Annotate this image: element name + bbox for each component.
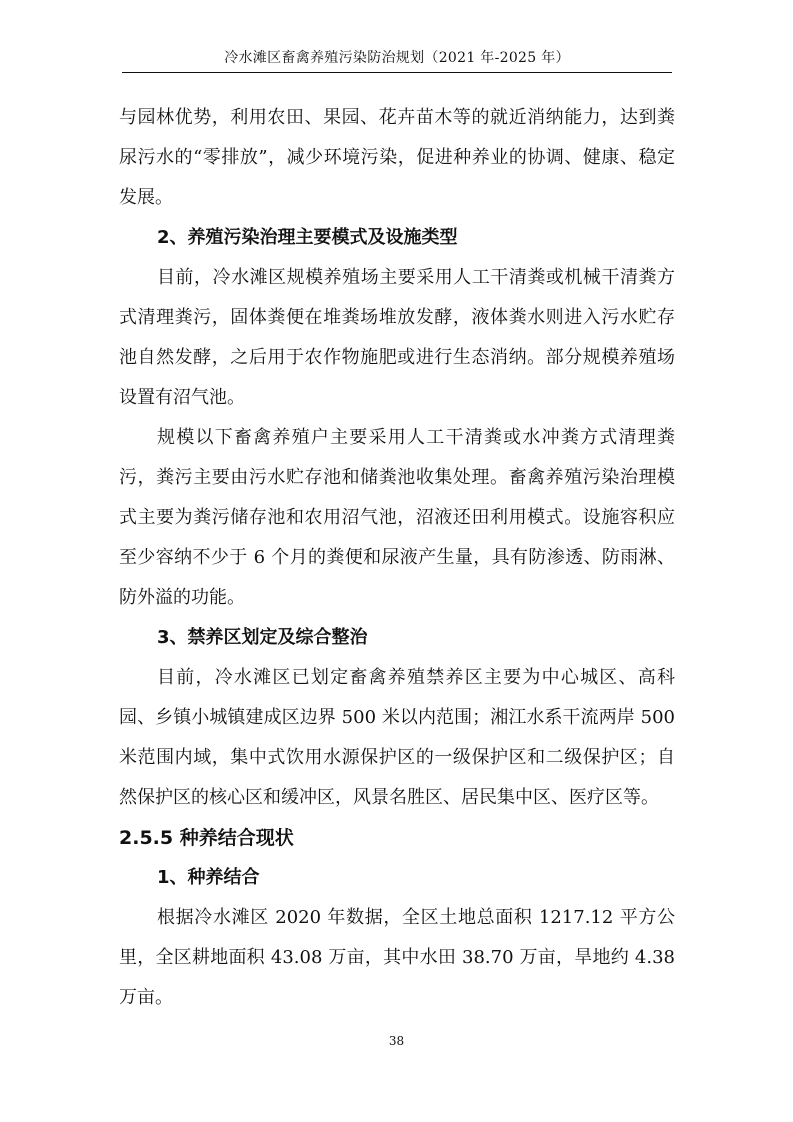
subheading-planting-breeding: 1、种养结合 (157, 867, 260, 888)
paragraph-land-data: 根据冷水滩区 2020 年数据，全区土地总面积 1217.12 平方公里，全区耕地面积 43.08 万亩，其中水田 38.70 万亩，旱地约 4.38 万亩。 (119, 907, 675, 1008)
page-number: 38 (388, 1034, 405, 1048)
running-header: 冷水滩区畜禽养殖污染防治规划（2021 年-2025 年） (224, 50, 570, 66)
subheading-prohibited-zones: 3、禁养区划定及综合整治 (157, 627, 368, 648)
document-body (119, 98, 675, 1018)
subheading-treatment-modes: 2、养殖污染治理主要模式及设施类型 (157, 227, 458, 248)
header-divider (122, 72, 672, 73)
paragraph-small-farms: 规模以下畜禽养殖户主要采用人工干清粪或水冲粪方式清理粪污，粪污主要由污水贮存池和储粪池收集处理。畜禽养殖污染治理模式主要为粪污储存池和农用沼气池，沼液还田利用模式。设施容积应至少容纳不少于 6 个月的粪便和尿液产生量，具有防渗透、防雨淋、防外溢的功能。 (119, 427, 675, 608)
paragraph-large-farms: 目前，冷水滩区规模养殖场主要采用人工干清粪或机械干清粪方式清理粪污，固体粪便在堆粪场堆放发酵，液体粪水则进入污水贮存池自然发酵，之后用于农作物施肥或进行生态消纳。部分规模养殖场设置有沼气池。 (119, 267, 675, 408)
paragraph-continuation: 与园林优势，利用农田、果园、花卉苗木等的就近消纳能力，达到粪尿污水的“零排放”，减少环境污染，促进种养业的协调、健康、稳定发展。 (119, 107, 675, 208)
paragraph-prohibited-zones: 目前，冷水滩区已划定畜禽养殖禁养区主要为中心城区、高科园、乡镇小城镇建成区边界 500 米以内范围；湘江水系干流两岸 500 米范围内域，集中式饮用水源保护区的一级保护区和二级保护区；自然保护区的核心区和缓冲区，风景名胜区、居民集中区、医疗区等。 (119, 667, 675, 808)
section-heading-planting-breeding: 2.5.5 种养结合现状 (119, 827, 294, 849)
